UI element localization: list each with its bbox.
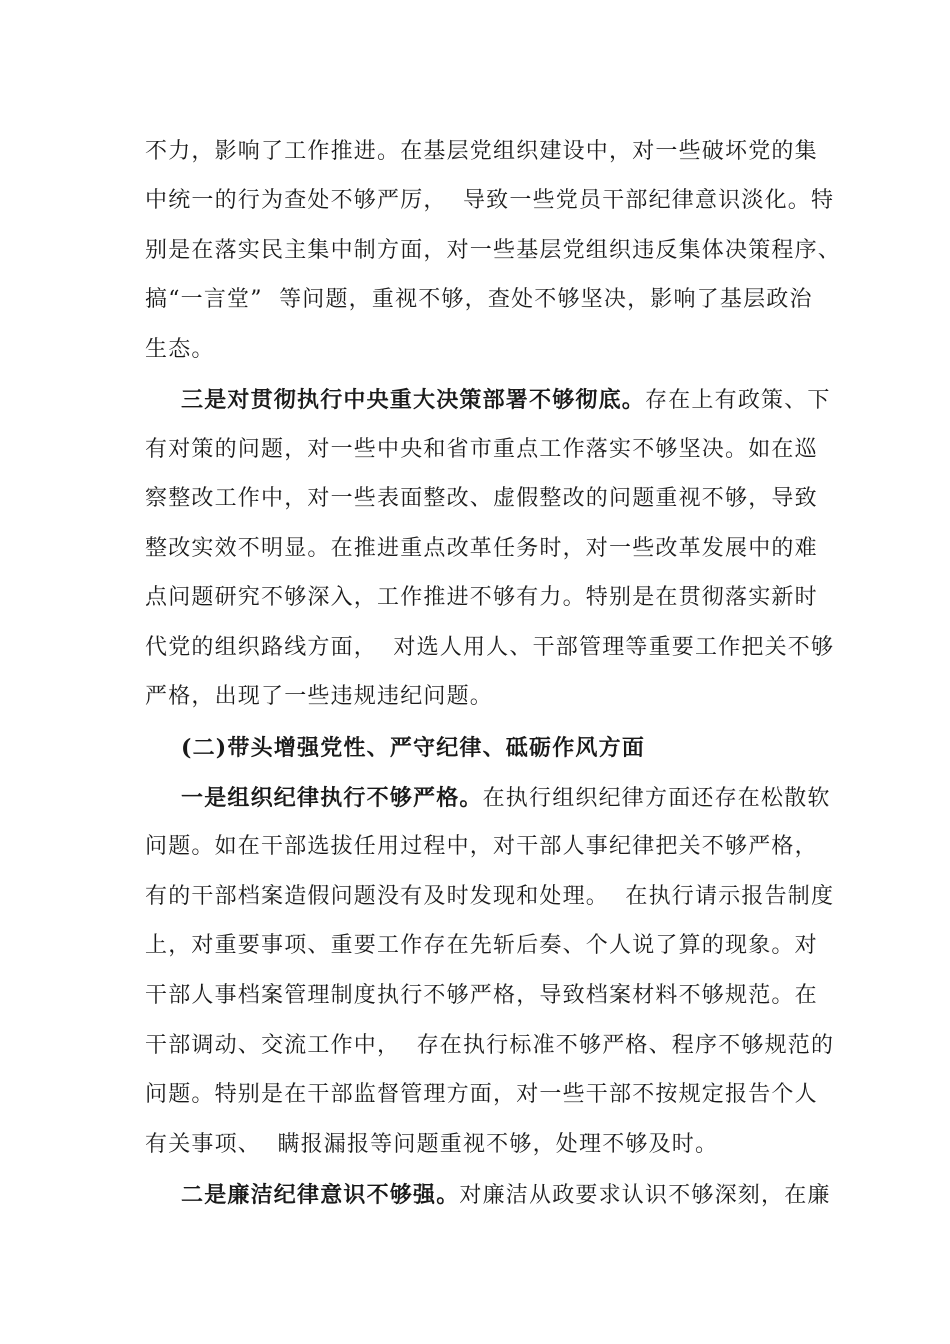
paragraph-line: 点问题研究不够深入，工作推进不够有力。特别是在贯彻落实新时 [145,585,818,610]
paragraph-lead-text: 在执行组织纪律方面还存在松散软 [482,786,831,811]
paragraph-line: 中统一的行为查处不够严厉， 导致一些党员干部纪律意识淡化。特 [145,188,835,213]
paragraph-line: 不力，影响了工作推进。在基层党组织建设中，对一些破坏党的集 [145,139,818,164]
paragraph-line: 上，对重要事项、重要工作存在先斩后奏、个人说了算的现象。对 [145,933,818,958]
paragraph-lead-bold: 二是廉洁纪律意识不够强。 [181,1182,460,1208]
paragraph-line: 搞“一言堂” 等问题，重视不够，查处不够坚决，影响了基层政治 [145,287,813,312]
paragraph-lead-line [181,783,831,814]
paragraph-lead-bold: 一是组织纪律执行不够严格。 [181,785,483,811]
paragraph-line: 有关事项、 瞒报漏报等问题重视不够，处理不够及时。 [145,1132,719,1157]
paragraph-lead-bold: 三是对贯彻执行中央重大决策部署不够彻底。 [181,387,646,413]
paragraph-line: 整改实效不明显。在推进重点改革任务时，对一些改革发展中的难 [145,536,818,561]
paragraph-line: 干部调动、交流工作中， 存在执行标准不够严格、程序不够规范的 [145,1033,835,1058]
paragraph-line: 别是在落实民主集中制方面，对一些基层党组织违反集体决策程序、 [145,238,842,263]
paragraph-line: 代党的组织路线方面， 对选人用人、干部管理等重要工作把关不够 [145,635,835,660]
paragraph-lead-line [181,385,831,416]
paragraph-line: 问题。特别是在干部监督管理方面，对一些干部不按规定报告个人 [145,1082,818,1107]
paragraph-lead-line [181,1180,831,1211]
paragraph-line: 生态。 [145,337,215,362]
paragraph-line: 问题。如在干部选拔任用过程中，对干部人事纪律把关不够严格， [145,834,818,859]
paragraph-line: 严格，出现了一些违规违纪问题。 [145,684,494,709]
section-heading: (二)带头增强党性、严守纪律、砥砺作风方面 [181,735,646,761]
paragraph-line: 有的干部档案造假问题没有及时发现和处理。 在执行请示报告制度 [145,884,835,909]
paragraph-line: 察整改工作中，对一些表面整改、虚假整改的问题重视不够，导致 [145,486,818,511]
paragraph-line: 有对策的问题，对一些中央和省市重点工作落实不够坚决。如在巡 [145,437,818,462]
paragraph-lead-text: 对廉洁从政要求认识不够深刻，在廉 [459,1183,831,1208]
paragraph-line: 干部人事档案管理制度执行不够严格，导致档案材料不够规范。在 [145,983,818,1008]
paragraph-lead-text: 存在上有政策、下 [645,388,831,413]
